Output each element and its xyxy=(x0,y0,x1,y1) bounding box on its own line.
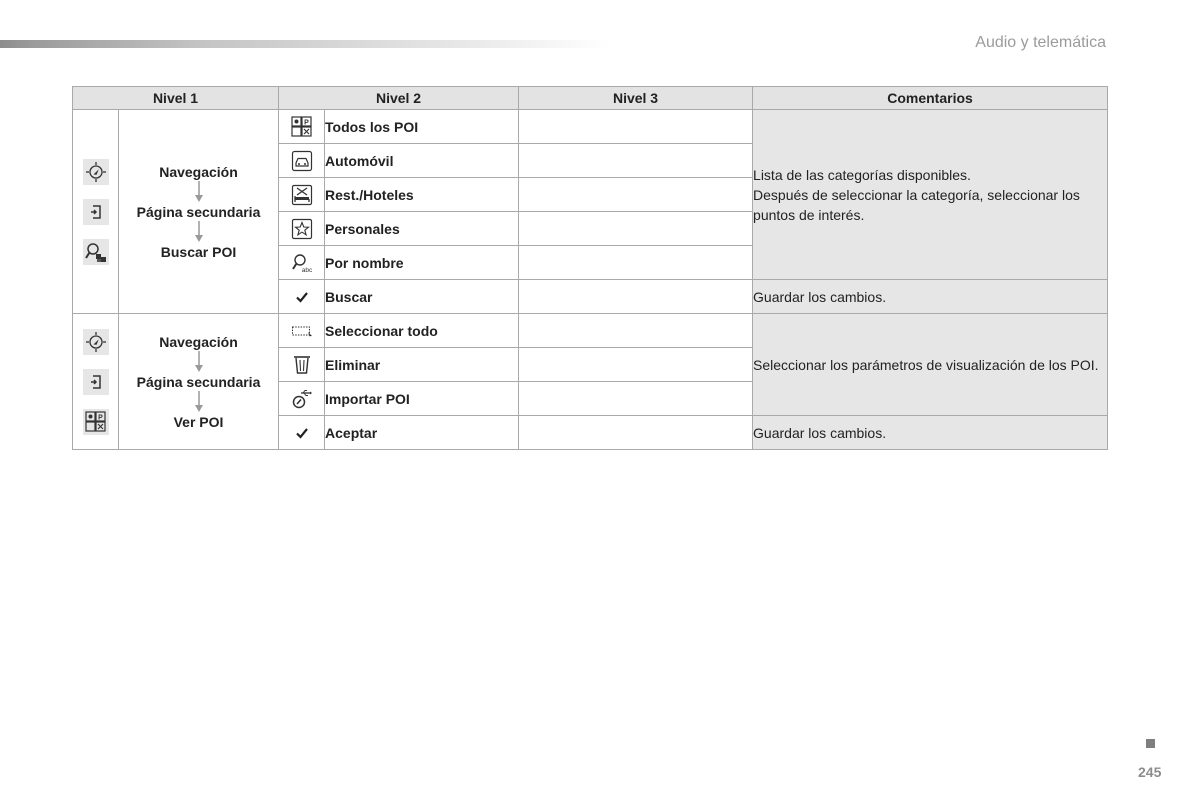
poi-all-icon xyxy=(291,116,313,138)
navigation-icon xyxy=(83,159,109,185)
arrow-down-icon xyxy=(194,181,204,203)
secondary-page-icon xyxy=(83,199,109,225)
comment-cell: Guardar los cambios. xyxy=(753,416,1108,450)
level2-icon-cell xyxy=(279,144,325,178)
level2-label[interactable]: Personales xyxy=(325,212,519,246)
level3-cell xyxy=(519,110,753,144)
level2-icon-cell xyxy=(279,280,325,314)
flow-step-ver-poi: Ver POI xyxy=(173,413,224,430)
level2-label[interactable]: Automóvil xyxy=(325,144,519,178)
arrow-down-icon xyxy=(194,221,204,243)
level2-icon-cell xyxy=(279,314,325,348)
restaurant-hotel-icon xyxy=(291,184,313,206)
select-all-icon xyxy=(291,320,313,342)
secondary-page-icon xyxy=(83,369,109,395)
header-nivel-1: Nivel 1 xyxy=(73,87,279,110)
comment-cell xyxy=(753,110,1108,280)
check-icon xyxy=(291,422,313,444)
level3-cell xyxy=(519,144,753,178)
level2-icon-cell xyxy=(279,212,325,246)
level2-label[interactable]: Eliminar xyxy=(325,348,519,382)
svg-text:P: P xyxy=(303,119,309,126)
trash-icon xyxy=(291,354,313,376)
search-by-name-icon xyxy=(291,252,313,274)
level3-cell xyxy=(519,314,753,348)
level2-icon-cell xyxy=(279,416,325,450)
level3-cell xyxy=(519,246,753,280)
level2-icon-cell xyxy=(279,246,325,280)
table-header-row xyxy=(73,87,1108,110)
page-marker xyxy=(1146,739,1155,748)
level3-cell xyxy=(519,212,753,246)
flow-step-navegacion: Navegación xyxy=(159,333,238,350)
header-nivel-2: Nivel 2 xyxy=(279,87,519,110)
level3-cell xyxy=(519,382,753,416)
level1-icons-cell xyxy=(73,110,119,314)
svg-text:abc: abc xyxy=(301,266,312,274)
section-title: Audio y telemática xyxy=(975,34,1106,51)
arrow-down-icon xyxy=(194,391,204,413)
navigation-icon xyxy=(83,329,109,355)
table-row xyxy=(73,110,1108,144)
level2-icon-cell xyxy=(279,348,325,382)
car-icon xyxy=(291,150,313,172)
level3-cell xyxy=(519,280,753,314)
level1-icons-cell xyxy=(73,314,119,450)
table-row xyxy=(73,314,1108,348)
header-comentarios: Comentarios xyxy=(753,87,1108,110)
flow-step-pagina-secundaria: Página secundaria xyxy=(136,203,261,220)
star-icon xyxy=(291,218,313,240)
poi-menu-table xyxy=(72,86,1108,450)
flow-step-navegacion: Navegación xyxy=(159,163,238,180)
page-number: 245 xyxy=(1138,764,1162,780)
header-nivel-3: Nivel 3 xyxy=(519,87,753,110)
level2-label[interactable]: Seleccionar todo xyxy=(325,314,519,348)
level2-label[interactable]: Buscar xyxy=(325,280,519,314)
view-poi-icon xyxy=(83,409,109,435)
level2-label[interactable]: Todos los POI xyxy=(325,110,519,144)
import-usb-icon xyxy=(291,388,313,410)
level2-label[interactable]: Rest./Hoteles xyxy=(325,178,519,212)
comment-line: Lista de las categorías disponibles. xyxy=(753,166,971,183)
svg-text:P: P xyxy=(97,414,103,421)
level2-icon-cell xyxy=(279,178,325,212)
level1-flow-cell xyxy=(119,110,279,314)
level2-label[interactable]: Importar POI xyxy=(325,382,519,416)
level2-label[interactable]: Por nombre xyxy=(325,246,519,280)
comment-line: Después de seleccionar la categoría, seleccionar los puntos de interés. xyxy=(753,186,1080,223)
comment-cell xyxy=(753,314,1108,416)
comment-cell: Guardar los cambios. xyxy=(753,280,1108,314)
level3-cell xyxy=(519,416,753,450)
flow-step-buscar-poi: Buscar POI xyxy=(160,243,237,260)
level3-cell xyxy=(519,348,753,382)
level1-flow-cell xyxy=(119,314,279,450)
check-icon xyxy=(291,286,313,308)
level2-label[interactable]: Aceptar xyxy=(325,416,519,450)
comment-line: Seleccionar los parámetros de visualización de los POI. xyxy=(753,356,1099,373)
header-gradient-bar xyxy=(0,40,610,48)
level2-icon-cell xyxy=(279,110,325,144)
search-poi-icon xyxy=(83,239,109,265)
flow-step-pagina-secundaria: Página secundaria xyxy=(136,373,261,390)
arrow-down-icon xyxy=(194,351,204,373)
level2-icon-cell xyxy=(279,382,325,416)
level3-cell xyxy=(519,178,753,212)
